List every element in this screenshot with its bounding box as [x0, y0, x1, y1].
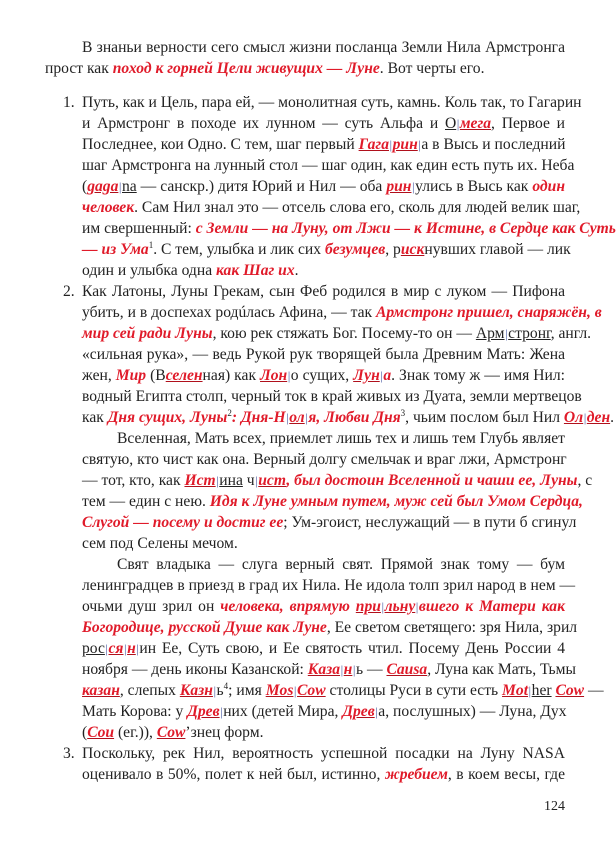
morpheme-divider: | [528, 683, 532, 698]
emphasis-red: безумцев [324, 241, 386, 258]
text-run: ленинградцев в приезд в град их Нила. Не идола толп зрил народ в нем — [82, 577, 576, 594]
list-number: 3. [63, 745, 75, 762]
text-line [82, 638, 565, 659]
footnote-ref: 2 [227, 407, 232, 418]
paragraph [0, 428, 600, 554]
text-line [82, 113, 565, 134]
emphasis-red-underlined: Causa [386, 661, 428, 678]
text-run: (В [146, 367, 166, 384]
text-run: , Ее светом светящего: зря Нила, зрил [326, 619, 578, 636]
text-line [82, 743, 565, 764]
text-run: а в Высь и последний [421, 136, 566, 153]
morpheme-divider: | [389, 137, 393, 152]
emphasis-red-underlined: н [127, 640, 136, 657]
emphasis-red: , был достоин Вселенной и чаши ее, Луны [286, 472, 578, 489]
morpheme-divider: | [293, 683, 297, 698]
text-run: Поскольку, рек Нил, вероятность успешной посадки на Луну NASA [82, 745, 565, 762]
text-run: и Армстронг в походе их лунном — суть Альфа и [82, 115, 445, 132]
page-number: 124 [544, 799, 565, 814]
emphasis-red-underlined: Казн [179, 682, 213, 699]
text-run: о сущих, [290, 367, 354, 384]
morpheme-divider: | [411, 179, 415, 194]
text-line [82, 470, 593, 491]
morpheme-divider: | [216, 473, 219, 488]
emphasis-red: с Земли — на Луну, от Лжи — к Истине, в Сердце как Суть [195, 220, 616, 237]
emphasis-red-underlined: при [355, 598, 381, 615]
text-line [117, 428, 565, 449]
morpheme-divider: | [505, 326, 508, 341]
emphasis-red: — из Ума [82, 241, 149, 258]
text-run: ная) как [202, 367, 261, 384]
emphasis-red-underlined: Mot [502, 682, 529, 699]
text-line [82, 92, 582, 113]
text-line [82, 386, 582, 407]
text-run: , Луна как Мать, Тьмы [427, 661, 577, 678]
text-line [82, 323, 592, 344]
text-run: В знаньи верности сего смысл жизни посланца Земли Нила Армстронга [82, 39, 565, 56]
text-line [82, 155, 575, 176]
text-line [82, 659, 577, 680]
underlined-text: Арм [475, 325, 505, 342]
emphasis-red-underlined: Cow [156, 724, 186, 741]
text-line [82, 575, 576, 596]
text-run: убить, и в доспехах родúлась Афина, — так [82, 304, 376, 321]
emphasis-red-underlined: ист [258, 472, 287, 489]
text-run: ; Ум-эгоист, неслужащий — в пути б сгинул [283, 514, 577, 531]
underlined-text: О [445, 115, 457, 132]
emphasis-red-underlined: мега [459, 115, 492, 132]
list-item [0, 743, 600, 785]
morpheme-divider: | [381, 599, 385, 614]
emphasis-red: Богородице, русской Душе как Луне [82, 619, 327, 636]
emphasis-red: вшего к Матери как [418, 598, 565, 615]
text-run: оценивало в 50%, полет к ней был, истинно, [82, 766, 385, 783]
text-run: шаг Армстронга на лунный стол — шаг один, как един есть путь их. Неба [82, 157, 575, 174]
emphasis-red-underlined: Лун [353, 367, 380, 384]
text-run: — тот, кто, как [82, 472, 185, 489]
text-run: ноября — день иконы Казанской: [82, 661, 308, 678]
emphasis-red-underlined: рин [392, 136, 418, 153]
emphasis-red-underlined: казан [82, 682, 120, 699]
text-run: «сильная рука», — ведь Рукой рук творящей была Древним Мать: Жена [82, 346, 565, 363]
text-line [82, 218, 616, 239]
emphasis-red: как Шаг их [216, 262, 295, 279]
emphasis-red: Дня сущих, Луны [107, 409, 228, 426]
text-run: Мать Корова: у [82, 703, 188, 720]
paragraph [0, 554, 604, 743]
text-line [82, 239, 571, 260]
text-run: Свят владыка — слуга верный свят. Прямой знак тому — бум [117, 556, 565, 573]
morpheme-divider: | [123, 641, 127, 656]
text-run: . [294, 262, 299, 279]
text-run: ’знец форм. [185, 724, 264, 741]
morpheme-divider: | [352, 662, 356, 677]
text-run: ( [82, 178, 88, 195]
emphasis-red-underlined: Cou [87, 724, 115, 741]
text-line [82, 533, 565, 554]
text-line [82, 449, 565, 470]
morpheme-divider: | [105, 641, 109, 656]
emphasis-red-underlined: Гага [358, 136, 389, 153]
document-page [0, 37, 616, 785]
list-number: 1. [63, 94, 75, 111]
text-line [82, 491, 583, 512]
text-line [82, 197, 581, 218]
text-run: , слепых [119, 682, 180, 699]
emphasis-red: поход к горней Цели живущих — Луне [112, 60, 380, 77]
underlined-text: стронг [508, 325, 551, 342]
text-line [82, 617, 578, 638]
text-run: Путь, как и Цель, пара ей, — монолитная суть, камнь. Коль так, то Гагарин [82, 94, 582, 111]
footnote-ref: 4 [223, 680, 229, 691]
morpheme-divider: | [375, 704, 378, 719]
text-run: нувших главой — лик [424, 241, 571, 258]
underlined-text: рос [82, 640, 105, 657]
text-run: , в коем весы, где [447, 766, 565, 783]
text-line [82, 37, 565, 58]
text-run: ( [82, 724, 88, 741]
emphasis-red: человека, впрямую [220, 598, 356, 615]
text-line [117, 554, 565, 575]
morpheme-divider: | [136, 641, 139, 656]
emphasis-red-underlined: ол [289, 409, 305, 426]
morpheme-divider: | [456, 116, 460, 131]
emphasis-red: мир сей ради Луны [82, 325, 213, 342]
emphasis-red: : Дня-Н [231, 409, 286, 426]
text-run: сем под Селены мечом. [82, 535, 238, 552]
morpheme-divider: | [255, 473, 258, 488]
text-line [82, 302, 602, 323]
text-run: один и улыбка одна [82, 262, 217, 279]
text-run: жен, [82, 367, 116, 384]
text-run: , чьим послом был Нил [405, 409, 564, 426]
text-run: — санскр.) дитя Юрий и Нил — оба [136, 178, 387, 195]
text-run: ь — [355, 661, 387, 678]
emphasis-red: а [383, 367, 392, 384]
emphasis-red-underlined: Каза [307, 661, 341, 678]
text-run: а, послушных) — Луна, Дух [378, 703, 567, 720]
emphasis-red: Идя к Луне умным путем, муж сей был Умом Сердца, [209, 493, 583, 510]
emphasis-red: человек [82, 199, 135, 216]
emphasis-red-underlined: селен [165, 367, 203, 384]
text-run: Вселенная, Мать всех, приемлет лишь тех и лишь тем Глубь являет [117, 430, 565, 447]
emphasis-red-underlined: Ол [563, 409, 584, 426]
text-run: , р [385, 241, 401, 258]
text-line [82, 260, 565, 281]
text-run: прост как [45, 60, 113, 77]
morpheme-divider: | [380, 368, 383, 383]
text-run: ; имя [228, 682, 266, 699]
emphasis-red-underlined: н [343, 661, 353, 678]
text-run: . Сам Нил знал это — отсель слова его, сколь для людей велик шаг, [134, 199, 581, 216]
morpheme-divider: | [340, 662, 344, 677]
text-run: — [584, 682, 604, 699]
emphasis-red-underlined: Ист [184, 472, 216, 489]
text-line [82, 722, 565, 743]
morpheme-divider: | [220, 704, 223, 719]
emphasis-red-underlined: льну [384, 598, 416, 615]
text-line [82, 701, 565, 722]
emphasis-red-underlined: gaga [87, 178, 119, 195]
text-run: . С тем, улыбка и лик сих [153, 241, 325, 258]
morpheme-divider: | [415, 599, 419, 614]
text-line [82, 680, 604, 701]
text-run: им свершенный: [82, 220, 196, 237]
emphasis-red-underlined: иск [400, 241, 425, 258]
emphasis-red-underlined: Древ [187, 703, 220, 720]
emphasis-red: один [532, 178, 565, 195]
underlined-text: na [122, 178, 137, 195]
text-run: них (детей Мира, [223, 703, 343, 720]
text-line [82, 134, 565, 155]
emphasis-red: Армстронг пришел, снаряжён, в [376, 304, 602, 321]
text-run: Последнее, кои Одно. С тем, шаг первый [82, 136, 359, 153]
text-line [82, 365, 565, 386]
text-run: ь [216, 682, 224, 699]
text-line [82, 512, 577, 533]
morpheme-divider: | [305, 410, 308, 425]
text-line [82, 596, 565, 617]
emphasis-red-underlined: рин [386, 178, 412, 195]
emphasis-red-underlined: Cow [555, 682, 585, 699]
emphasis-red: жребием [384, 766, 448, 783]
list-item [0, 92, 616, 281]
text-run: , кою рек стяжать Бог. Посему-то он — [212, 325, 476, 342]
list-item [0, 281, 615, 428]
text-run: ч [242, 472, 255, 489]
list-number: 2. [63, 283, 75, 300]
text-run: , Первое и [491, 115, 566, 132]
text-run: . [610, 409, 615, 426]
text-run: улись в Высь как [415, 178, 533, 195]
underlined-text: her [531, 682, 552, 699]
morpheme-divider: | [286, 410, 289, 425]
footnote-ref: 3 [400, 407, 406, 418]
text-run: столицы Руси в сути есть [325, 682, 503, 699]
emphasis-red-underlined: Cow [297, 682, 326, 699]
text-run: тем — един с нею. [82, 493, 210, 510]
text-run: водный Египта столп, черный ток в край живых из Дуата, земли мертвецов [82, 388, 582, 405]
text-run: . Вот черты его. [379, 60, 485, 77]
morpheme-divider: | [118, 179, 122, 194]
text-line [45, 58, 565, 79]
paragraph [0, 37, 600, 79]
emphasis-red-underlined: ден [586, 409, 611, 426]
underlined-text: ина [219, 472, 243, 489]
emphasis-red-underlined: Лон [260, 367, 288, 384]
text-run: , с [577, 472, 593, 489]
morpheme-divider: | [213, 683, 217, 698]
text-run: ин Ее, Суть свою, и Ее святость чтил. Посему День России 4 [139, 640, 565, 657]
emphasis-red-underlined: ся [108, 640, 124, 657]
emphasis-red: Слугой — посему и достиг ее [82, 514, 284, 531]
text-run: . Знак тому ж — имя Нил: [391, 367, 565, 384]
text-line [82, 344, 565, 365]
emphasis-red-underlined: Древ [342, 703, 375, 720]
emphasis-red-underlined: Mos [265, 682, 294, 699]
text-run: , англ. [550, 325, 592, 342]
emphasis-red: Мир [115, 367, 147, 384]
text-run: Как Латоны, Луны Грекам, сын Феб родился в мир с луком — Пифона [82, 283, 565, 300]
morpheme-divider: | [287, 368, 291, 383]
text-line [82, 764, 565, 785]
text-run: святую, кто чист как она. Верный долгу смельчак и враг лжи, Армстронг [82, 451, 567, 468]
emphasis-red: я, Любви Дня [308, 409, 401, 426]
morpheme-divider: | [418, 137, 421, 152]
text-line [82, 281, 565, 302]
morpheme-divider: | [583, 410, 587, 425]
footnote-ref: 1 [148, 239, 154, 250]
text-line [82, 407, 615, 428]
text-run: очьми душ зрил он [82, 598, 221, 615]
text-line [82, 176, 565, 197]
text-run: как [82, 409, 108, 426]
text-run: (ег.)), [114, 724, 157, 741]
